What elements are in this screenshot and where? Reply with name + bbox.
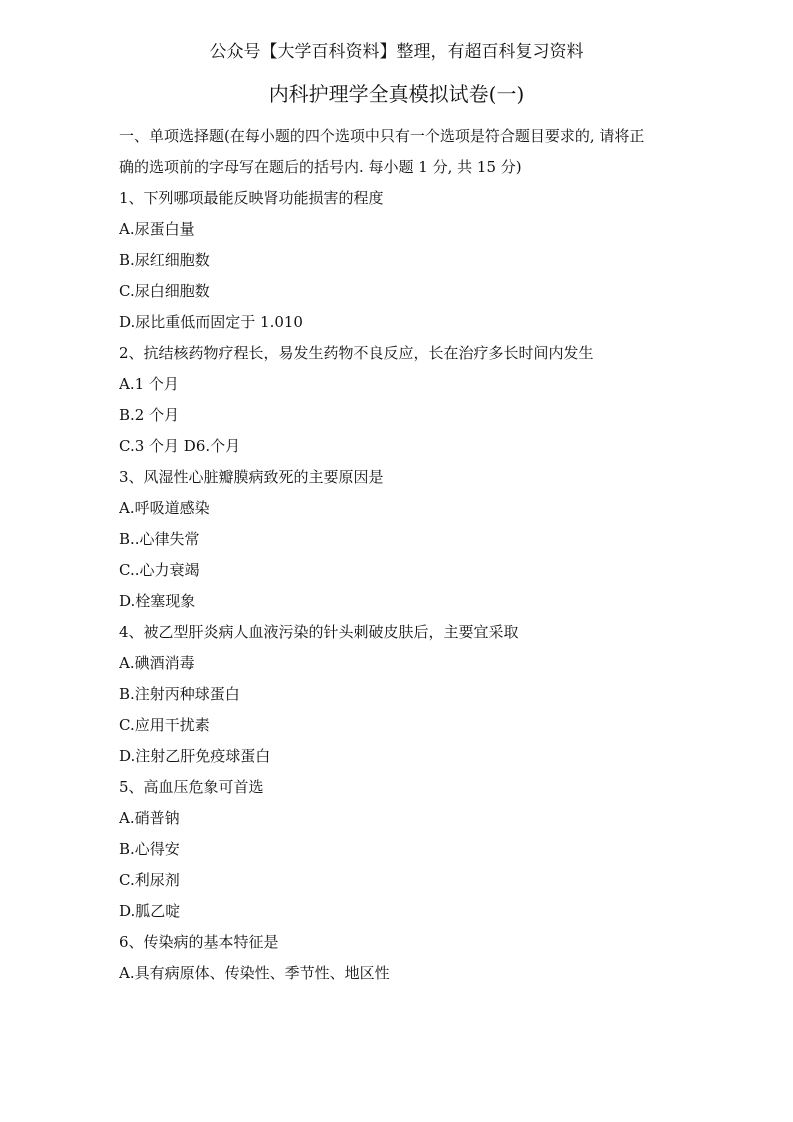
option-a: A.硝普钠 <box>119 809 180 827</box>
option-a: A.1 个月 <box>119 375 179 393</box>
option-c: C.应用干扰素 <box>119 716 210 734</box>
option-b: B.注射丙种球蛋白 <box>119 685 240 703</box>
question-stem: 5、高血压危象可首选 <box>119 778 264 796</box>
question-4 <box>119 617 679 772</box>
option-c: C.尿白细胞数 <box>119 282 210 300</box>
question-6 <box>119 927 679 989</box>
option-c-d: C.3 个月 D6.个月 <box>119 437 241 455</box>
option-c: C.利尿剂 <box>119 871 180 889</box>
option-c: C..心力衰竭 <box>119 561 200 579</box>
option-a: A.碘酒消毒 <box>119 654 195 672</box>
section-instruction: 一、单项选择题(在每小题的四个选项中只有一个选项是符合题目要求的, 请将正 <box>119 127 645 145</box>
question-5 <box>119 772 679 927</box>
option-a: A.尿蛋白量 <box>119 220 195 238</box>
option-b: B.尿红细胞数 <box>119 251 210 269</box>
option-b: B.心得安 <box>119 840 180 858</box>
question-stem: 2、抗结核药物疗程长，易发生药物不良反应，长在治疗多长时间内发生 <box>119 344 594 362</box>
question-stem: 6、传染病的基本特征是 <box>119 933 279 951</box>
option-a: A.呼吸道感染 <box>119 499 210 517</box>
option-d: D.胍乙啶 <box>119 902 181 920</box>
option-d: D.注射乙肝免疫球蛋白 <box>119 747 271 765</box>
question-stem: 4、被乙型肝炎病人血液污染的针头刺破皮肤后，主要宜采取 <box>119 623 519 641</box>
question-stem: 1、下列哪项最能反映肾功能损害的程度 <box>119 189 384 207</box>
option-d: D.尿比重低而固定于 1.010 <box>119 313 303 331</box>
option-b: B..心律失常 <box>119 530 200 548</box>
option-a: A.具有病原体、传染性、季节性、地区性 <box>119 964 390 982</box>
question-2 <box>119 338 679 462</box>
question-1 <box>119 183 679 338</box>
exam-content <box>119 121 679 989</box>
option-b: B.2 个月 <box>119 406 180 424</box>
section-instruction-continued: 确的选项前的字母写在题后的括号内. 每小题 1 分, 共 15 分) <box>119 158 522 176</box>
question-3 <box>119 462 679 617</box>
option-d: D.栓塞现象 <box>119 592 196 610</box>
page-title: 内科护理学全真模拟试卷(一) <box>268 82 525 106</box>
watermark-header: 公众号【大学百科资料】整理，有超百科复习资料 <box>209 42 584 62</box>
question-stem: 3、风湿性心脏瓣膜病致死的主要原因是 <box>119 468 384 486</box>
